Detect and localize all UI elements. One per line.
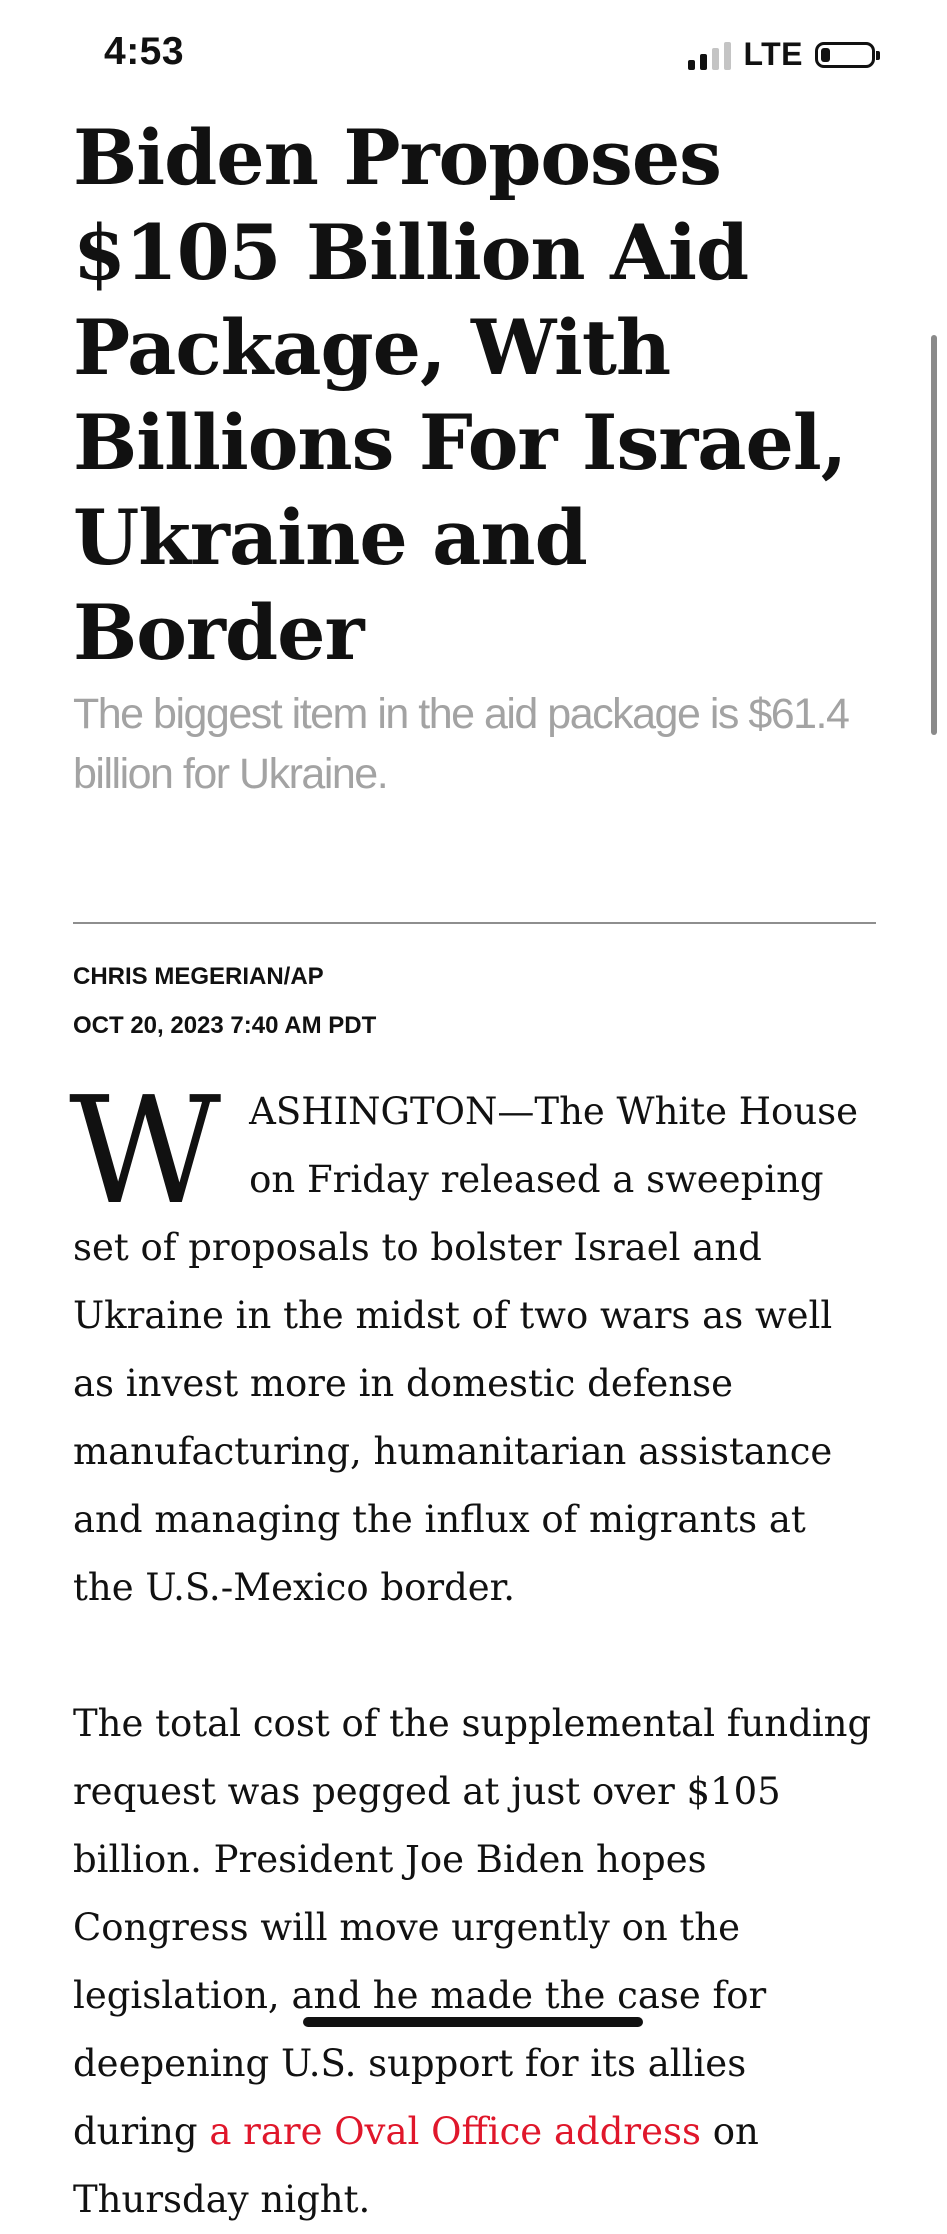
headline: Biden Proposes $105 Billion Aid Package, With Billions For Israel, Ukraine and Border [73,113,847,677]
paragraph-1-text: ASHINGTON—The White House on Friday released a sweeping set of proposals to bolster Israel and Ukraine in the midst of two wars as well as invest more in domestic defense manufacturing, humanitarian assistance and managing the influx of migrants at the U.S.-Mexico border. [73,1090,859,1609]
network-type-label: LTE [743,36,803,72]
divider [73,922,876,924]
scroll-indicator[interactable] [931,335,937,735]
home-indicator[interactable] [303,2017,643,2027]
author-name: CHRIS MEGERIAN/AP [73,963,324,990]
paragraph-2 [73,1690,876,2234]
publish-date: OCT 20, 2023 7:40 AM PDT [73,1012,377,1039]
battery-icon [815,42,875,68]
status-time: 4:53 [104,30,185,73]
oval-office-address-link[interactable]: a rare Oval Office address [209,2110,701,2153]
status-icons [688,36,875,73]
dek: The biggest item in the aid package is $61.4 billion for Ukraine. [73,690,849,798]
paragraph-1 [69,1065,876,1622]
drop-cap: W [69,1065,222,1237]
article [69,110,876,2234]
paragraph-2-tail: on Thursday night. [73,2110,759,2221]
paragraph-2-text: The total cost of the supplemental funding request was pegged at just over $105 billion. President Joe Biden hopes Congress will move urgently on the legislation, and he made the case for deepening U.S. support for its allies during [73,1702,872,2153]
status-bar [0,0,947,112]
byline [73,952,876,1050]
cellular-signal-icon [688,40,731,70]
